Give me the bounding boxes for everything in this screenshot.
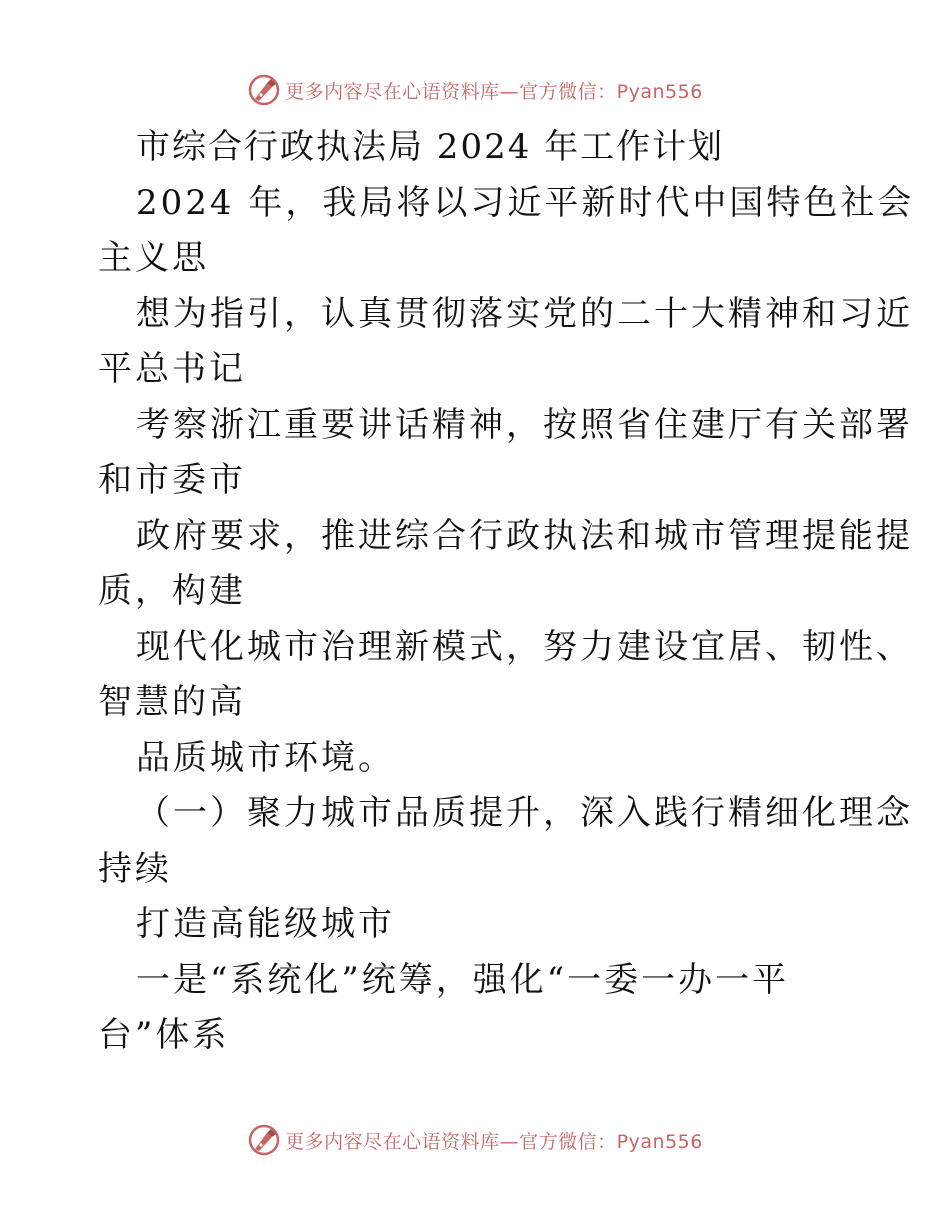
paragraph-line: 政府要求，推进综合行政执法和城市管理提能提	[136, 515, 913, 556]
paragraph-line: 2024 年，我局将以习近平新时代中国特色社会	[136, 182, 915, 223]
paragraph-line: 智慧的高	[98, 682, 246, 722]
paragraph-line: 一是“系统化”统筹，强化“一委一办一平	[136, 959, 790, 1000]
paragraph-line: 品质城市环境。	[136, 737, 395, 778]
paragraph-line: 和市委市	[98, 460, 246, 500]
watermark-text: 更多内容尽在心语资料库—官方微信：Pyan556	[285, 1130, 703, 1153]
footer-watermark-banner	[0, 1120, 950, 1160]
paragraph-line: 打造高能级城市	[136, 904, 395, 944]
watermark-text: 更多内容尽在心语资料库—官方微信：Pyan556	[285, 80, 703, 103]
header-watermark-banner	[0, 70, 950, 110]
paragraph-line: 主义思	[98, 238, 209, 278]
paragraph-line: 想为指引，认真贯彻落实党的二十大精神和习近	[136, 293, 913, 334]
paragraph-line: 台”体系	[98, 1015, 230, 1055]
pen-nib-logo-icon	[247, 1123, 281, 1157]
paragraph-line: 平总书记	[98, 349, 246, 389]
paragraph-line: 现代化城市治理新模式，努力建设宜居、韧性、	[136, 626, 913, 667]
document-body	[98, 120, 915, 1064]
section-heading-line: （一）聚力城市品质提升，深入践行精细化理念	[136, 793, 913, 833]
document-title: 市综合行政执法局 2024 年工作计划	[136, 127, 725, 167]
paragraph-line: 考察浙江重要讲话精神，按照省住建厅有关部署	[136, 404, 913, 445]
section-heading-line: 持续	[98, 848, 172, 889]
paragraph-line: 质，构建	[98, 571, 246, 611]
pen-nib-logo-icon	[247, 73, 281, 107]
